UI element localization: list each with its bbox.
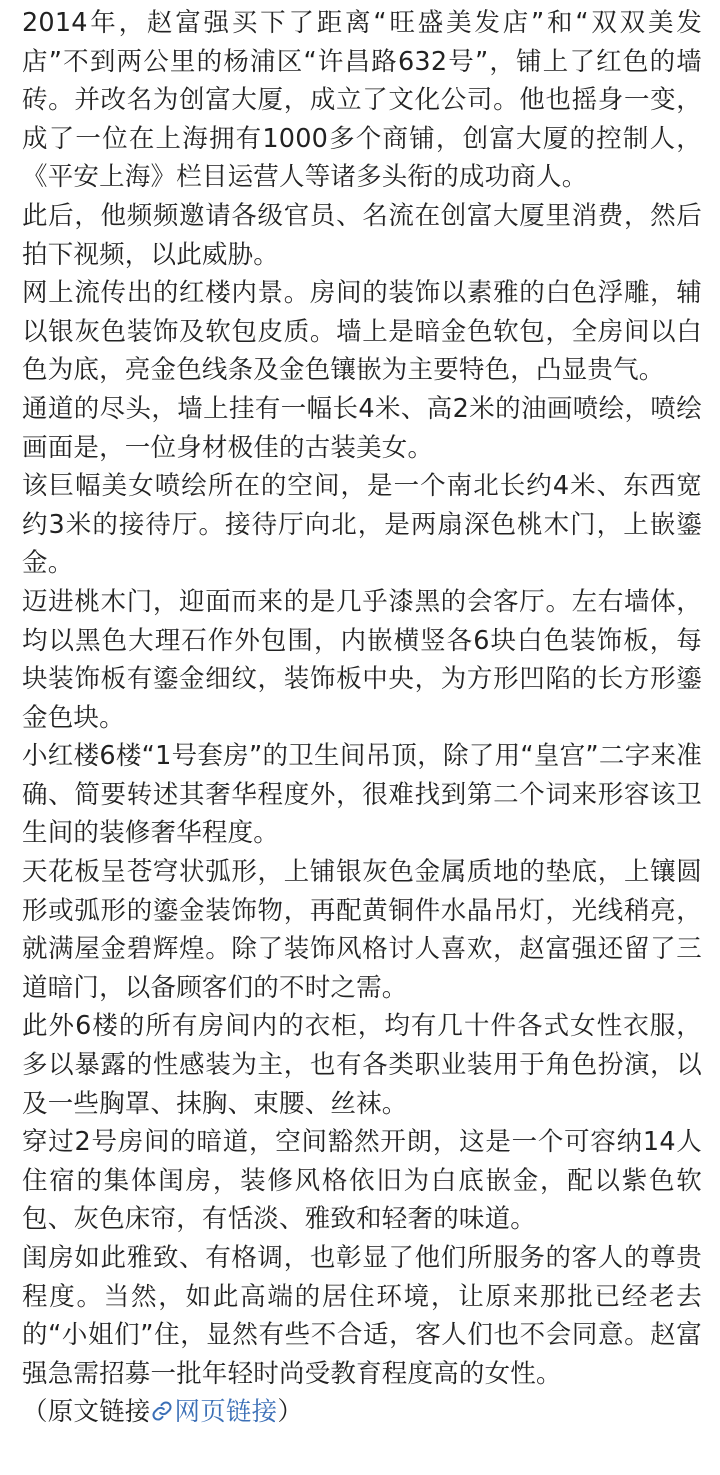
paragraph-8: 天花板呈苍穹状弧形，上铺银灰色金属质地的垫底，上镶圆形或弧形的鎏金装饰物，再配黄铜件水晶吊灯，光线稍亮，就满屋金碧辉煌。除了装饰风格讨人喜欢，赵富强还留了三道暗门，以备顾客们的不时之需。 — [22, 857, 702, 1003]
paragraph-6: 迈进桃木门，迎面而来的是几乎漆黑的会客厅。左右墙体，均以黑色大理石作外包围，内嵌横竖各6块白色装饰板，每块装饰板有鎏金细纹，装饰板中央，为方形凹陷的长方形鎏金色块。 — [22, 586, 702, 733]
source-prefix: （原文链接 — [22, 1397, 151, 1428]
paragraph-9: 此外6楼的所有房间内的衣柜，均有几十件各式女性衣服，多以暴露的性感装为主，也有各类职业装用于角色扮演，以及一些胸罩、抹胸、束腰、丝袜。 — [22, 1011, 702, 1119]
paragraph-2: 此后，他频频邀请各级官员、名流在创富大厦里消费，然后拍下视频，以此威胁。 — [22, 200, 702, 270]
paragraph-11: 闺房如此雅致、有格调，也彰显了他们所服务的客人的尊贵程度。当然，如此高端的居住环境，让原来那批已经老去的“小姐们”住，显然有些不合适，客人们也不会同意。赵富强急需招募一批年轻时尚受教育程度高的女性。 — [22, 1243, 702, 1389]
source-link-label[interactable]: 网页链接 — [174, 1397, 278, 1428]
paragraph-1: 2014年，赵富强买下了距离“旺盛美发店”和“双双美发店”不到两公里的杨浦区“许昌路632号”，铺上了红色的墙砖。并改名为创富大厦，成立了文化公司。他也摇身一变，成了一位在上海拥有1000多个商铺，创富大厦的控制人，《平安上海》栏目运营人等诸多头衔的成功商人。 — [22, 8, 702, 193]
source-suffix: ） — [277, 1397, 304, 1428]
paragraph-5: 该巨幅美女喷绘所在的空间，是一个南北长约4米、东西宽约3米的接待厅。接待厅向北，是两扇深色桃木门，上嵌鎏金。 — [22, 471, 702, 579]
source-line — [22, 1393, 702, 1432]
paragraph-7: 小红楼6楼“1号套房”的卫生间吊顶，除了用“皇宫”二字来准确、简要转述其奢华程度外，很难找到第二个词来形容该卫生间的装修奢华程度。 — [22, 741, 702, 849]
paragraph-3: 网上流传出的红楼内景。房间的装饰以素雅的白色浮雕，辅以银灰色装饰及软包皮质。墙上是暗金色软包，全房间以白色为底，亮金色线条及金色镶嵌为主要特色，凸显贵气。 — [22, 278, 702, 386]
link-icon — [151, 1400, 173, 1422]
source-link[interactable] — [151, 1397, 278, 1427]
paragraph-10: 穿过2号房间的暗道，空间豁然开朗，这是一个可容纳14人住宿的集体闺房，装修风格依旧为白底嵌金，配以紫色软包、灰色床帘，有恬淡、雅致和轻奢的味道。 — [22, 1127, 702, 1235]
paragraph-4: 通道的尽头，墙上挂有一幅长4米、高2米的油画喷绘，喷绘画面是，一位身材极佳的古装美女。 — [22, 393, 702, 463]
